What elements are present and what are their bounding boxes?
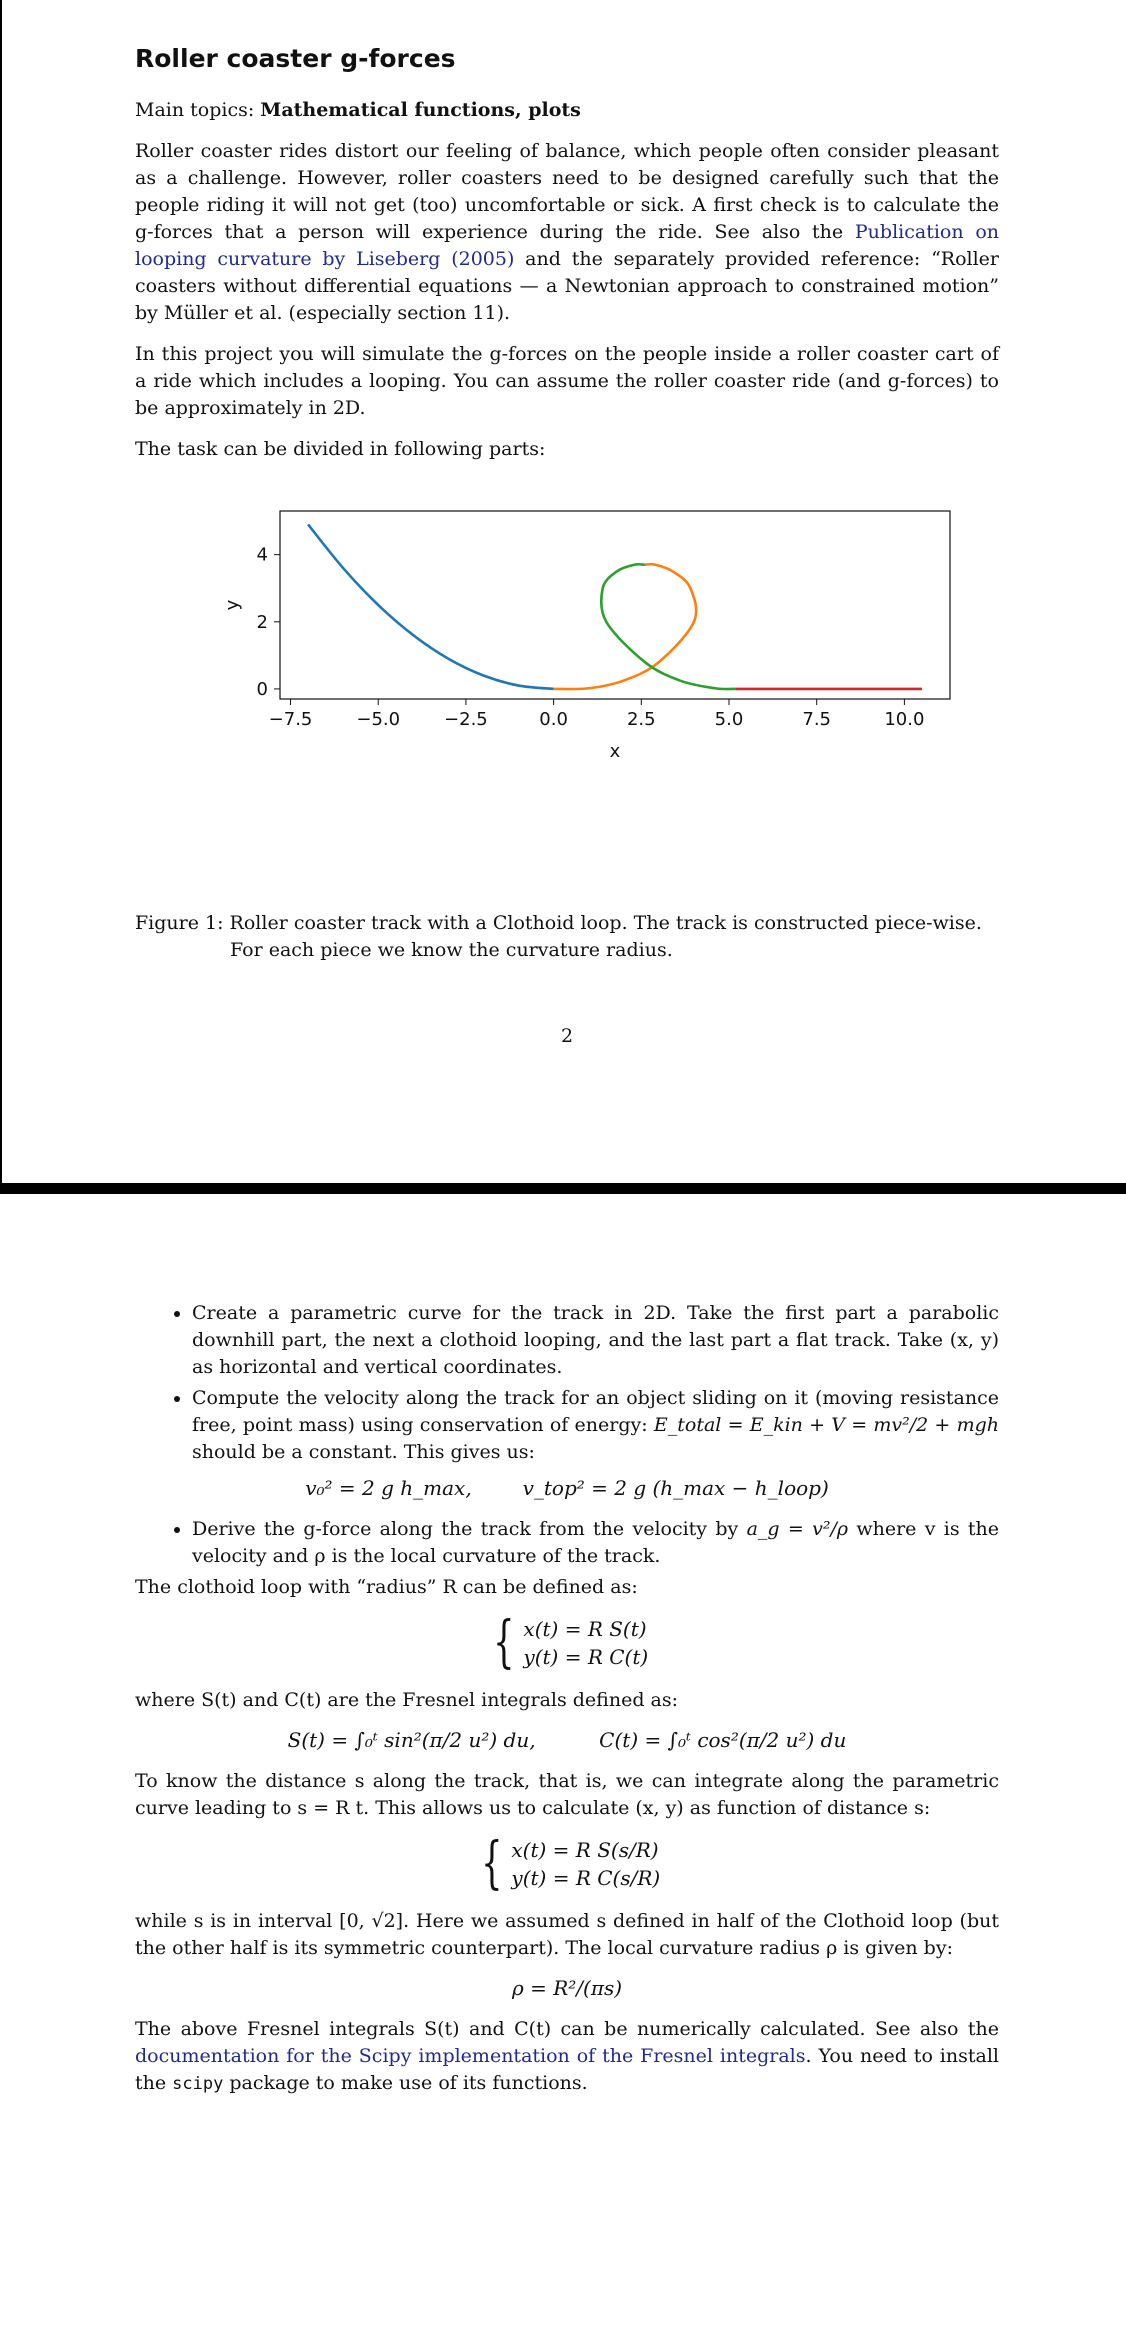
x-tick-label: 10.0 — [884, 709, 925, 730]
series-line-1 — [554, 564, 697, 689]
clothoid-intro: The clothoid loop with “radius” R can be defined as: — [135, 1576, 638, 1598]
page-separator — [0, 1183, 1126, 1194]
gforce-text-tail: where v is the velocity and ρ is the local curvature of the track. — [192, 1518, 999, 1567]
fresnel-intro: where S(t) and C(t) are the Fresnel integrals defined as: — [135, 1689, 679, 1711]
page-left-border — [0, 0, 2, 1190]
scipy-package-name: scipy — [172, 2074, 224, 2094]
roller-coaster-track-chart — [175, 477, 975, 902]
x-tick-label: 2.5 — [626, 709, 656, 730]
y-tick-label: 4 — [256, 544, 268, 566]
intro-text: Roller coaster rides distort our feeling of balance, which people often consider pleasant as a challenge. However, roller coasters need to be designed carefully such that the people riding it will not get (too) uncomfortable or sick. A first check is to calculate the g-forces that a person will experience during the ride. See also the — [135, 140, 999, 243]
y-tick-label: 0 — [256, 678, 268, 700]
topics-value: Mathematical functions, plots — [260, 99, 581, 121]
task-item-velocity — [192, 1385, 999, 1466]
equation-xs: x(t) = R S(s/R) — [511, 1838, 659, 1862]
gforce-text: Derive the g-force along the track from the velocity by — [192, 1518, 747, 1540]
document-page-3 — [135, 1300, 999, 2112]
x-tick-label: −5.0 — [356, 709, 401, 730]
velocity-equation-1: v₀² = 2 g h_max, — [305, 1476, 472, 1500]
fresnel-integrals — [135, 1728, 999, 1752]
y-axis-label: y — [222, 599, 243, 611]
distance-parametrization: { x(t) = R S(s/R) y(t) = R C(s/R) — [480, 1831, 661, 1896]
x-tick-label: 7.5 — [802, 709, 832, 730]
clothoid-definition: { x(t) = R S(t) y(t) = R C(t) — [492, 1610, 649, 1675]
x-tick-label: 5.0 — [714, 709, 744, 730]
intro-paragraph — [135, 138, 999, 327]
velocity-equation-2: v_top² = 2 g (h_max − h_loop) — [522, 1476, 829, 1500]
task-list — [135, 1300, 999, 1466]
task-item-gforce — [192, 1516, 999, 1570]
task-list-continued — [135, 1516, 999, 1570]
equation-ys: y(t) = R C(s/R) — [511, 1866, 661, 1890]
distance-paragraph: To know the distance s along the track, that is, we can integrate along the parametric curve leading to s = R t. This allows us to calculate (x, y) as function of distance s: — [135, 1770, 999, 1819]
x-tick-label: −7.5 — [268, 709, 313, 730]
scipy-paragraph — [135, 2016, 999, 2098]
page-title: Roller coaster g-forces — [135, 44, 456, 73]
liseberg-publication-link[interactable]: Publication on looping curvature by Liseberg (2005) — [135, 221, 999, 270]
y-tick-label: 2 — [256, 611, 268, 633]
energy-formula: E_total = E_kin + V = mv²/2 + mgh — [653, 1414, 999, 1436]
plot-frame — [280, 511, 950, 699]
velocity-equations — [135, 1476, 999, 1500]
figure-1 — [135, 477, 999, 902]
x-tick-label: −2.5 — [444, 709, 488, 730]
scipy-text-2: . You need to install the — [135, 2045, 999, 2094]
gforce-formula: a_g = v²/ρ — [746, 1518, 849, 1540]
figure-caption: Figure 1: Roller coaster track with a Clothoid loop. The track is constructed piece-wise. For each piece we know the curvature radius. — [135, 912, 982, 961]
equation-C: C(t) = ∫₀ᵗ cos²(π/2 u²) du — [599, 1728, 847, 1752]
main-topics — [135, 97, 999, 124]
scipy-fresnel-docs-link[interactable]: documentation for the Scipy implementation of the Fresnel integrals — [135, 2045, 806, 2067]
equation-x: x(t) = R S(t) — [523, 1617, 647, 1641]
interval-paragraph: while s is in interval [0, √2]. Here we assumed s defined in half of the Clothoid loop (but the other half is its symmetric counterpart). The local curvature radius ρ is given by: — [135, 1910, 999, 1959]
series-line-0 — [308, 524, 554, 689]
curvature-equation: ρ = R²/(πs) — [511, 1976, 623, 2000]
velocity-text: Compute the velocity along the track for an object sliding on it (moving resistance free, point mass) using conservation of energy: — [192, 1387, 999, 1436]
x-axis-label: x — [609, 741, 621, 762]
task-item-curve: • Create a parametric curve for the track in 2D. Take the first part a parabolic downhill part, the next a clothoid looping, and the last part a flat track. Take (x, y) as horizontal and vertical coordinates. — [192, 1300, 999, 1381]
intro-text-continued: and the separately provided reference: “Roller coasters without differential equations — a Newtonian approach to constrained motion” by Müller et al. (especially section 11). — [135, 248, 1000, 324]
simulate-paragraph: In this project you will simulate the g-forces on the people inside a roller coaster cart of a ride which includes a looping. You can assume the roller coaster ride (and g-forces) to be approximately in 2D. — [135, 343, 999, 419]
scipy-text: The above Fresnel integrals S(t) and C(t) can be numerically calculated. See also the — [135, 2018, 999, 2040]
document-page-2 — [135, 40, 999, 964]
topics-label: Main topics: — [135, 99, 261, 121]
scipy-text-3: package to make use of its functions. — [223, 2072, 588, 2094]
velocity-text-tail: should be a constant. This gives us: — [192, 1441, 535, 1463]
page-number: 2 — [560, 1025, 574, 1047]
task-intro: The task can be divided in following parts: — [135, 438, 546, 460]
equation-y: y(t) = R C(t) — [523, 1645, 649, 1669]
x-tick-label: 0.0 — [539, 709, 568, 730]
equation-S: S(t) = ∫₀ᵗ sin²(π/2 u²) du, — [287, 1728, 536, 1752]
series-line-2 — [601, 564, 736, 689]
